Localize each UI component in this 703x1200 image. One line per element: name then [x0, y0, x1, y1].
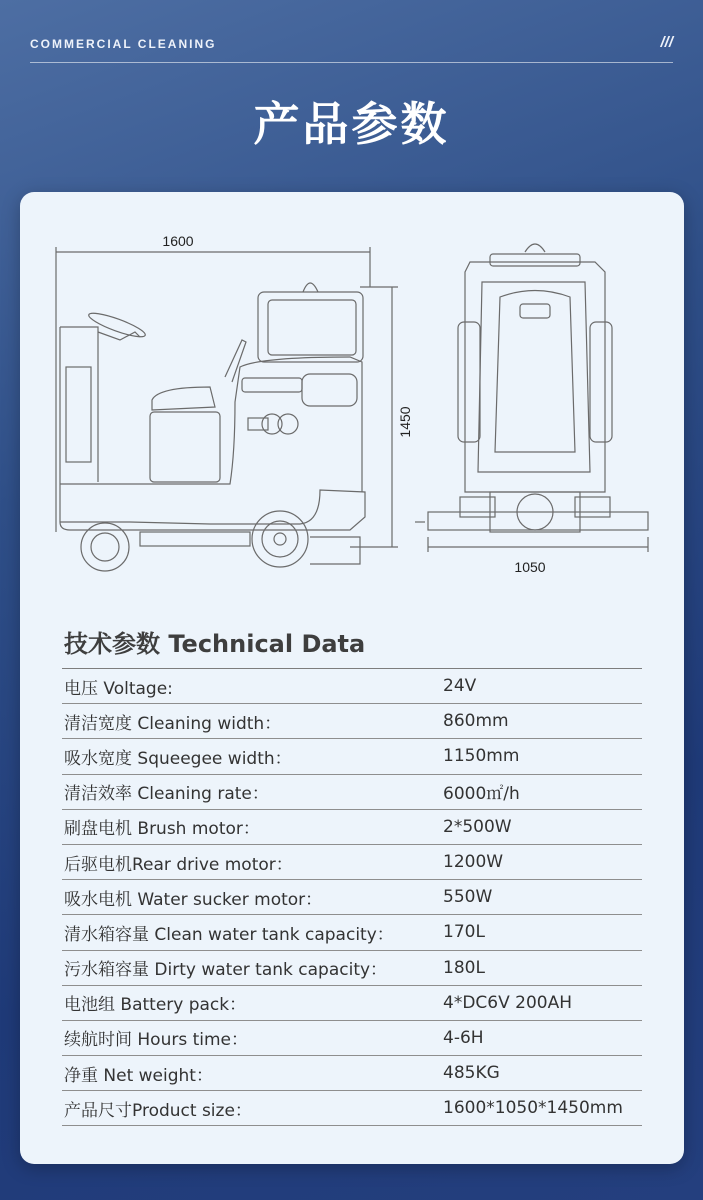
spec-label: 续航时间 Hours time： [64, 1030, 249, 1051]
height-dimension-label: 1450 [397, 406, 413, 438]
spec-value: 1150mm [443, 746, 520, 767]
spec-value: 170L [443, 922, 485, 943]
spec-label: 吸水电机 Water sucker motor： [64, 889, 323, 910]
spec-value: 24V [443, 676, 477, 697]
spec-value: 485KG [443, 1063, 500, 1084]
header-mark: /// [660, 34, 673, 51]
spec-label: 电压 Voltage: [64, 678, 173, 699]
spec-label: 刷盘电机 Brush motor： [64, 819, 260, 840]
spec-label: 净重 Net weight： [64, 1065, 213, 1086]
header-divider [30, 62, 673, 63]
spec-label: 后驱电机Rear drive motor： [64, 854, 293, 875]
spec-value: 550W [443, 887, 493, 908]
spec-row [62, 880, 642, 915]
spec-row [62, 704, 642, 739]
spec-row [62, 915, 642, 950]
spec-label: 清洁效率 Cleaning rate： [64, 784, 269, 805]
spec-value: 4-6H [443, 1027, 484, 1048]
spec-row [62, 986, 642, 1021]
spec-label: 清水箱容量 Clean water tank capacity： [64, 924, 394, 945]
front-view-machine [415, 244, 648, 552]
spec-label: 产品尺寸Product size： [64, 1100, 252, 1121]
rear-wheel [252, 511, 308, 567]
spec-row [62, 739, 642, 774]
spec-row [62, 1056, 642, 1091]
spec-value: 1200W [443, 852, 504, 873]
spec-label: 电池组 Battery pack： [64, 995, 247, 1016]
spec-row [62, 845, 642, 880]
spec-label: 污水箱容量 Dirty water tank capacity： [64, 960, 388, 981]
spec-row [62, 1021, 642, 1056]
spec-row [62, 951, 642, 986]
width-dimension-label: 1050 [514, 559, 546, 575]
spec-value: 4*DC6V 200AH [443, 992, 572, 1013]
spec-value: 6000㎡/h [443, 784, 520, 805]
spec-label: 吸水宽度 Squeegee width： [64, 748, 292, 769]
spec-label: 清洁宽度 Cleaning width： [64, 713, 282, 734]
spec-row [62, 669, 642, 704]
spec-value: 2*500W [443, 816, 512, 837]
section-title: 技术参数 Technical Data [64, 630, 366, 658]
spec-row [62, 810, 642, 845]
spec-row [62, 775, 642, 810]
side-view-machine [60, 283, 365, 571]
spec-value: 180L [443, 957, 485, 978]
spec-value: 1600*1050*1450mm [443, 1098, 623, 1119]
length-dimension-label: 1600 [162, 233, 194, 249]
spec-value: 860mm [443, 711, 509, 732]
spec-table [62, 668, 642, 1126]
spec-row [62, 1091, 642, 1126]
spec-card [20, 192, 684, 1164]
header-tag: COMMERCIAL CLEANING [30, 37, 217, 51]
page-title: 产品参数 [253, 97, 450, 151]
machine-technical-drawing [20, 192, 684, 602]
